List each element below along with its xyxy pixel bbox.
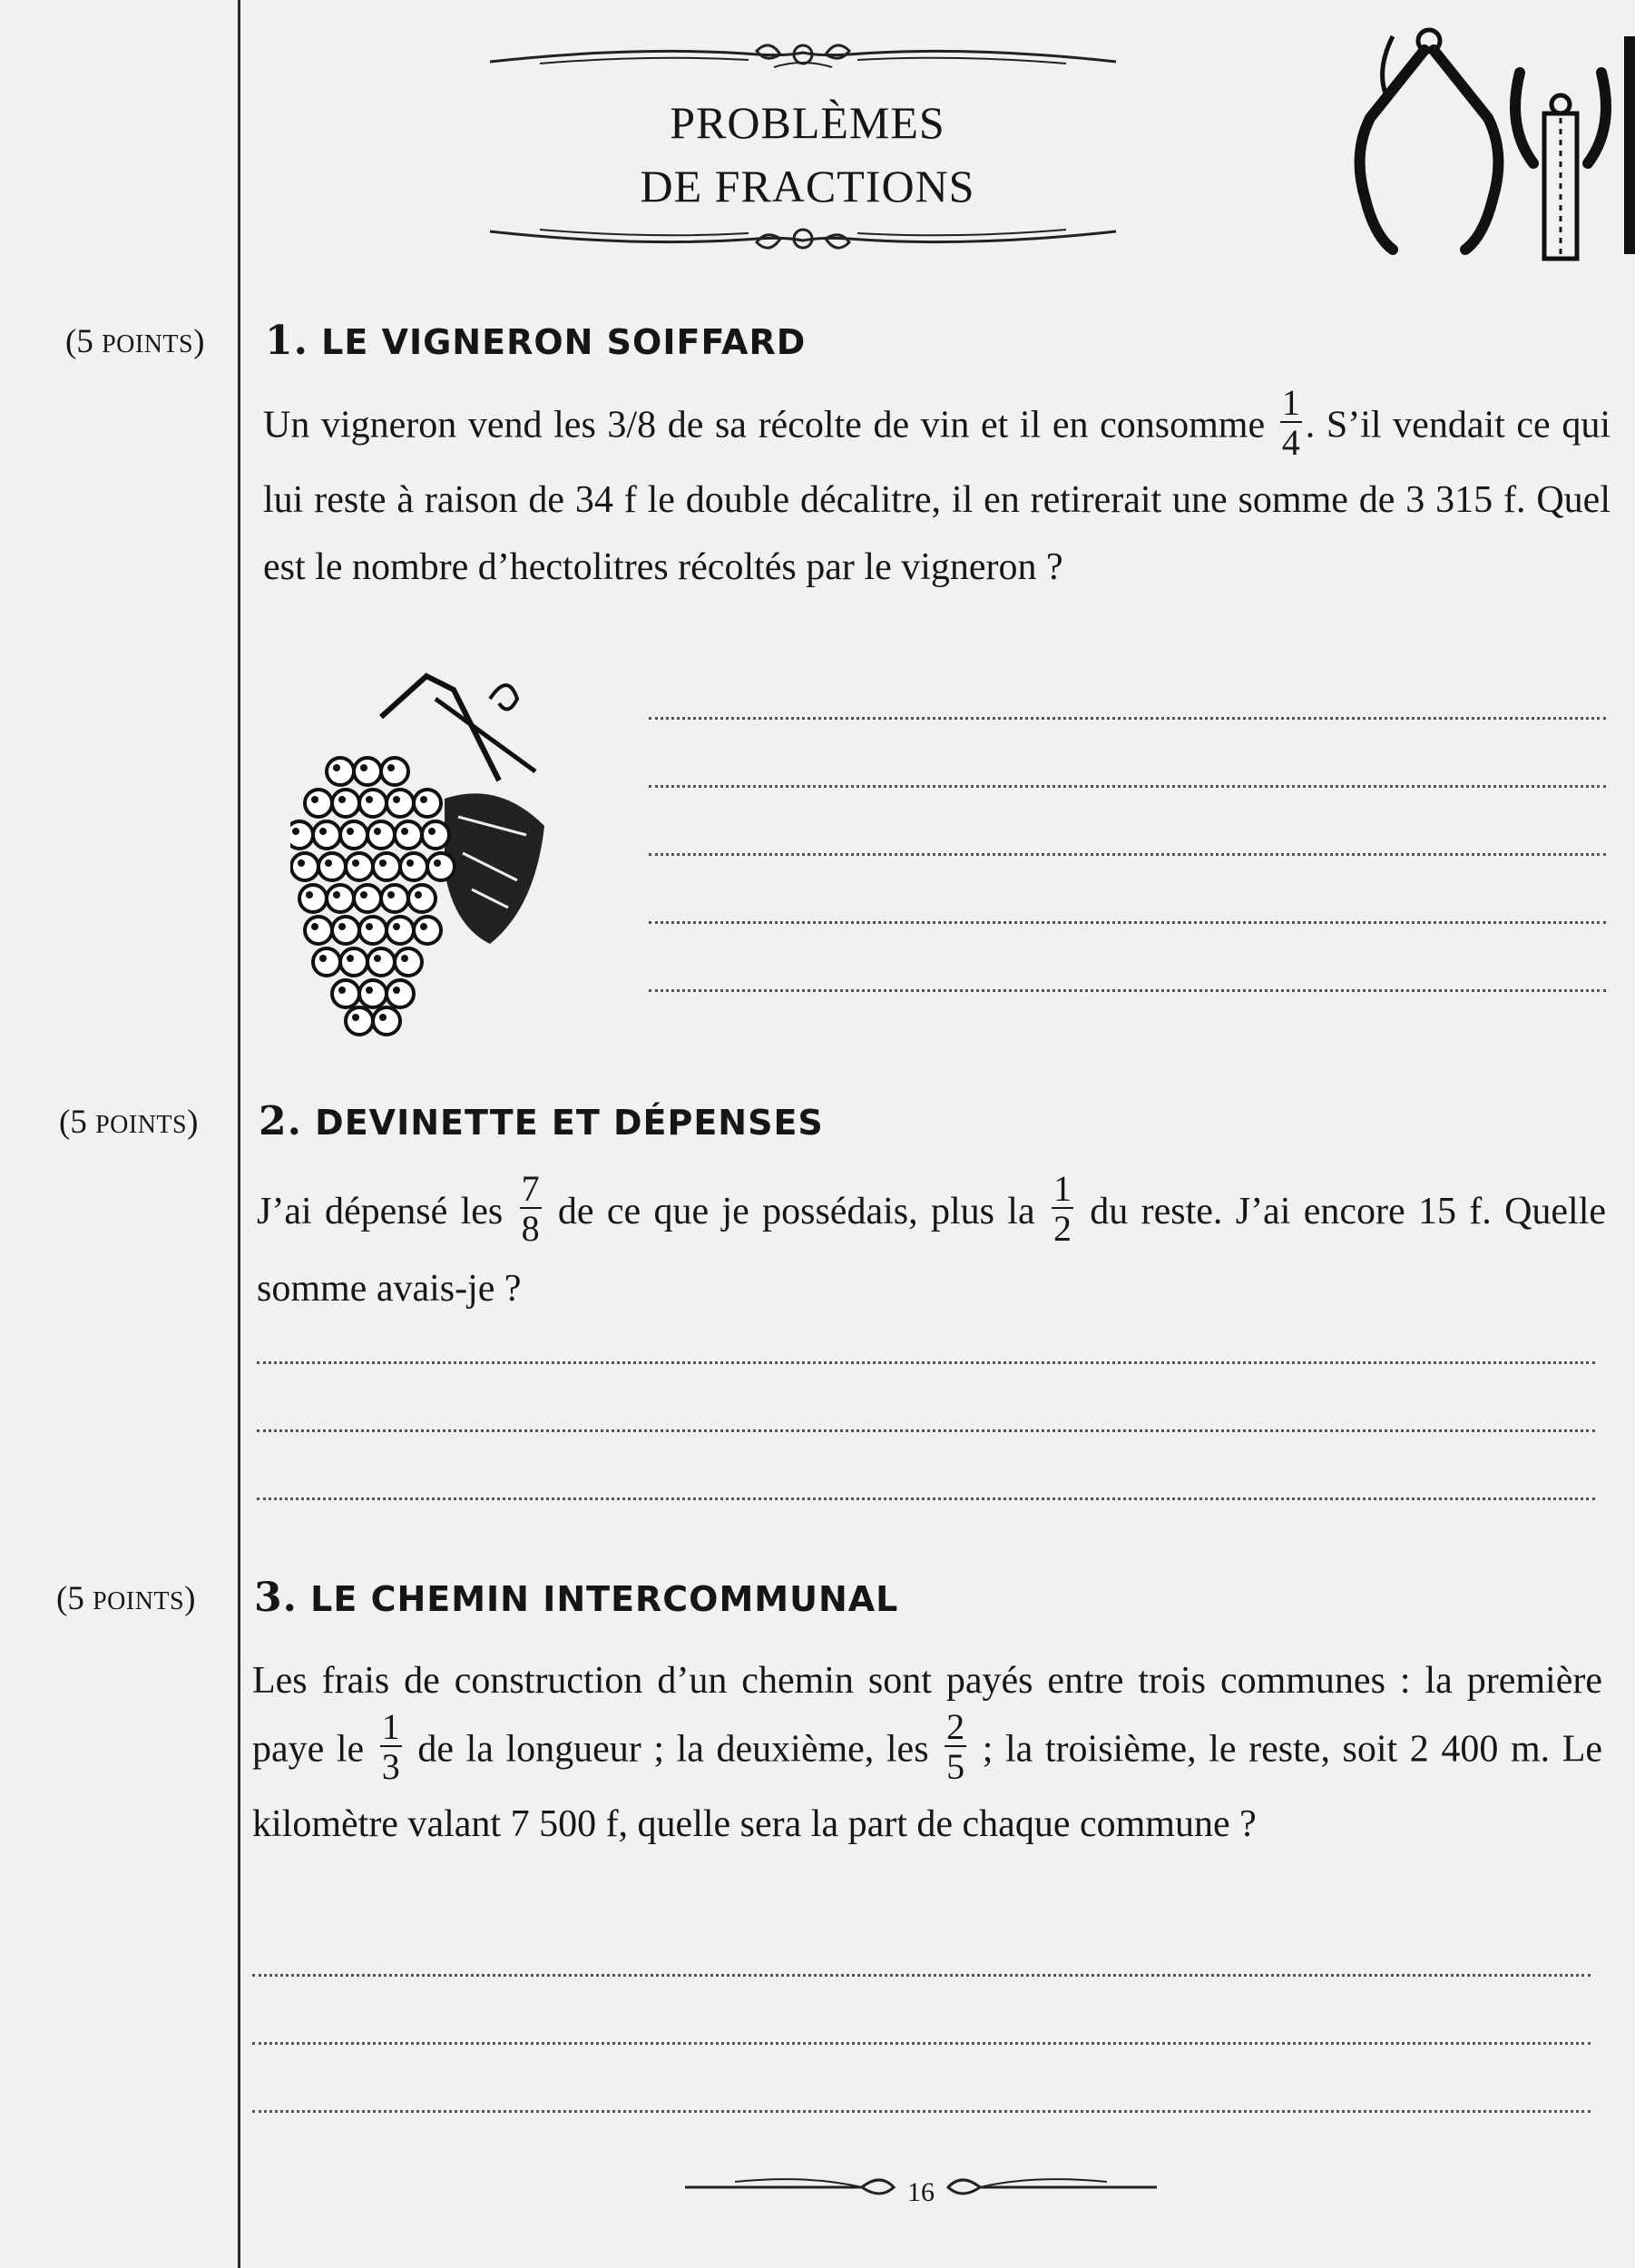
problem-1-text	[263, 382, 1611, 601]
fraction-numerator: 1	[1052, 1168, 1072, 1210]
problem-1-points	[65, 322, 204, 361]
problem-3-text-b: de la longueur ; la deuxième, les	[417, 1728, 929, 1771]
fraction-numerator: 1	[1281, 382, 1300, 423]
fraction-seven-eighths	[520, 1168, 542, 1250]
points-prefix: (5	[59, 1104, 96, 1141]
page-title-line1: PROBLÈMES	[670, 97, 945, 148]
problem-2-number: 2.	[259, 1098, 302, 1144]
problem-3-text-a: Les frais de construction d’un chemin sont payés entre trois communes : la première paye le	[252, 1660, 1602, 1771]
problem-2-title: DEVINETTE ET DÉPENSES	[315, 1103, 824, 1143]
fraction-denominator: 2	[1052, 1208, 1072, 1250]
answer-line-1-4[interactable]	[649, 921, 1606, 924]
problem-3-title: LE CHEMIN INTERCOMMUNAL	[310, 1579, 899, 1619]
fraction-denominator: 5	[946, 1746, 965, 1787]
answer-line-2-1[interactable]	[257, 1361, 1595, 1364]
title-bottom-ornament-icon	[485, 213, 1121, 259]
problem-1-number: 1.	[265, 318, 308, 364]
margin-rule	[238, 0, 240, 2268]
problem-3-heading	[254, 1575, 898, 1621]
fraction-numerator: 2	[946, 1706, 965, 1747]
problem-2-text-a: J’ai dépensé les	[257, 1191, 504, 1232]
points-word: POINTS	[102, 330, 194, 358]
problem-1-title: LE VIGNERON SOIFFARD	[321, 322, 807, 362]
points-prefix: (5	[56, 1580, 93, 1617]
answer-line-1-3[interactable]	[649, 853, 1606, 856]
answer-line-3-3[interactable]	[252, 2110, 1591, 2113]
fraction-one-third	[380, 1706, 402, 1787]
fraction-numerator: 1	[381, 1706, 400, 1747]
points-word: POINTS	[93, 1587, 185, 1615]
calipers-icon	[1352, 18, 1635, 268]
answer-line-1-5[interactable]	[649, 989, 1606, 992]
problem-1-text-a: Un vigneron vend les 3/8 de sa récolte de vin et il en consomme	[263, 404, 1266, 447]
answer-line-3-1[interactable]	[252, 1974, 1591, 1977]
problem-2-text-c: du reste. J’ai encore 15 f. Quelle somme avais-je ?	[257, 1191, 1607, 1311]
answer-line-3-2[interactable]	[252, 2042, 1591, 2045]
problem-3-number: 3.	[254, 1575, 298, 1621]
page-title	[599, 91, 1016, 218]
fraction-denominator: 3	[381, 1746, 400, 1787]
points-suffix: )	[184, 1580, 196, 1617]
problem-3-points	[56, 1579, 195, 1618]
problem-2-text-b: de ce que je possédais, plus la	[557, 1191, 1035, 1232]
problem-3-text	[252, 1647, 1602, 1858]
fraction-two-fifths	[945, 1706, 966, 1787]
page-number: 16	[907, 2177, 935, 2207]
fraction-denominator: 4	[1281, 422, 1300, 463]
problem-2-heading	[259, 1098, 824, 1144]
fraction-numerator: 7	[521, 1168, 540, 1210]
fraction-one-half	[1052, 1168, 1073, 1250]
fraction-one-quarter	[1280, 382, 1302, 463]
top-ornament-icon	[485, 27, 1121, 82]
page-title-line2: DE FRACTIONS	[640, 161, 975, 211]
points-prefix: (5	[65, 323, 103, 360]
answer-line-1-2[interactable]	[649, 785, 1606, 788]
answer-line-2-2[interactable]	[257, 1429, 1595, 1432]
problem-1-heading	[265, 318, 806, 364]
fraction-denominator: 8	[521, 1208, 540, 1250]
points-suffix: )	[193, 323, 205, 360]
problem-1-text-b: . S’il vendait ce qui lui reste à raison de 34 f le double décalitre, il en retirerait une somme de 3 315 f. Quel est le nombre d’hectolitres récoltés par le vigneron ?	[263, 404, 1611, 588]
points-word: POINTS	[95, 1111, 188, 1139]
answer-line-2-3[interactable]	[257, 1497, 1595, 1500]
answer-line-1-1[interactable]	[649, 717, 1606, 720]
grapes-icon	[290, 672, 553, 1044]
problem-2-text	[257, 1168, 1607, 1325]
problem-3-text-c: ; la troisième, le reste, soit 2 400 m. Le kilomètre valant 7 500 f, quelle sera la part de chaque commune ?	[252, 1728, 1603, 1845]
points-suffix: )	[187, 1104, 199, 1141]
problem-2-points	[59, 1103, 198, 1142]
